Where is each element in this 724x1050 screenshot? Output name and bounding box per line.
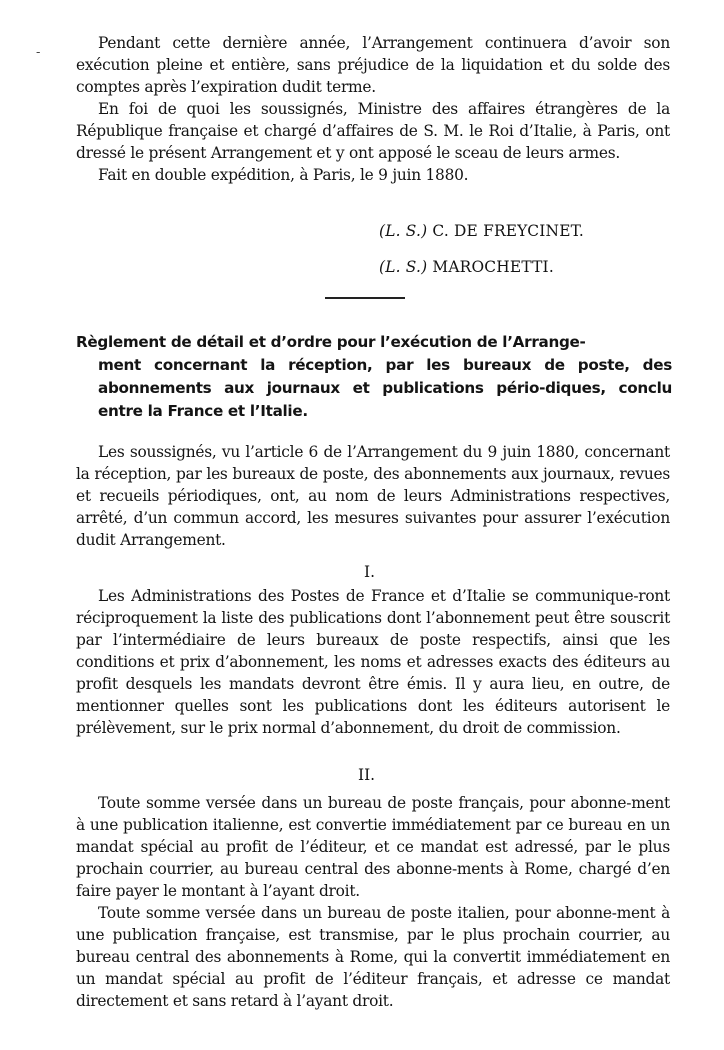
signature-freycinet bbox=[379, 222, 584, 240]
preamble-block bbox=[76, 32, 670, 186]
seal-mark: (L. S.) bbox=[379, 222, 428, 240]
preamble-paragraph-3: Fait en double expédition, à Paris, le 9 juin 1880. bbox=[98, 166, 469, 184]
seal-mark: (L. S.) bbox=[379, 258, 428, 276]
signatory-name: MAROCHETTI. bbox=[432, 258, 554, 276]
preamble-paragraph-2: En foi de quoi les soussignés, Ministre des affaires étrangères de la République française et chargé d’affaires de S. M. le Roi d’Italie, à Paris, ont dressé le présent Arrangement et y ont apposé le sceau de leurs armes. bbox=[76, 100, 670, 162]
margin-mark: - bbox=[36, 45, 41, 60]
regulation-title-line-1: Règlement de détail et d’ordre pour l’exécution de l’Arrange- bbox=[76, 333, 586, 351]
intro-block bbox=[76, 441, 670, 551]
regulation-title-rest: ment concernant la réception, par les bureaux de poste, des abonnements aux journaux et publications pério-diques, conclu entre la France et l’Italie. bbox=[98, 356, 672, 420]
intro-paragraph: Les soussignés, vu l’article 6 de l’Arrangement du 9 juin 1880, concernant la réception, par les bureaux de poste, des abonnements aux journaux, revues et recueils périodiques, ont, au nom de leurs Administrations respectives, arrêté, d’un commun accord, les mesures suivantes pour assurer l’exécution dudit Arrangement. bbox=[76, 443, 670, 549]
signatory-name: C. DE FREYCINET. bbox=[432, 222, 584, 240]
section-1-paragraph-1: Les Administrations des Postes de France et d’Italie se communique-ront réciproquement la liste des publications dont l’abonnement peut être souscrit par l’intermédiaire de leurs bureaux de poste respectifs, ainsi que les conditions et prix d’abonnement, les noms et adresses exacts des éditeurs au profit desquels les mandats devront être émis. Il y aura lieu, en outre, de mentionner quelles sont les publications dont les éditeurs autorisent le prélèvement, sur le prix normal d’abonnement, du droit de commission. bbox=[76, 587, 670, 737]
section-number-2: II. bbox=[358, 766, 376, 784]
regulation-title bbox=[76, 331, 672, 423]
section-1-body bbox=[76, 585, 670, 739]
section-divider bbox=[325, 297, 405, 299]
section-2-paragraph-2: Toute somme versée dans un bureau de poste italien, pour abonne-ment à une publication française, est transmise, par le plus prochain courrier, au bureau central des abonnements à Rome, qui la convertit immédiatement en un mandat spécial au profit de l’éditeur français, et adresse ce mandat directement et sans retard à l’ayant droit. bbox=[76, 904, 670, 1010]
section-number-1: I. bbox=[364, 563, 375, 581]
preamble-paragraph-1: Pendant cette dernière année, l’Arrangement continuera d’avoir son exécution pleine et entière, sans préjudice de la liquidation et du solde des comptes après l’expiration dudit terme. bbox=[76, 34, 670, 96]
section-2-body bbox=[76, 792, 670, 1012]
section-2-paragraph-1: Toute somme versée dans un bureau de poste français, pour abonne-ment à une publication italienne, est convertie immédiatement par ce bureau en un mandat spécial au profit de l’éditeur, et ce mandat est adressé, par le plus prochain courrier, au bureau central des abonne-ments à Rome, chargé d’en faire payer le montant à l’ayant droit. bbox=[76, 794, 670, 900]
signature-marochetti bbox=[379, 258, 554, 276]
